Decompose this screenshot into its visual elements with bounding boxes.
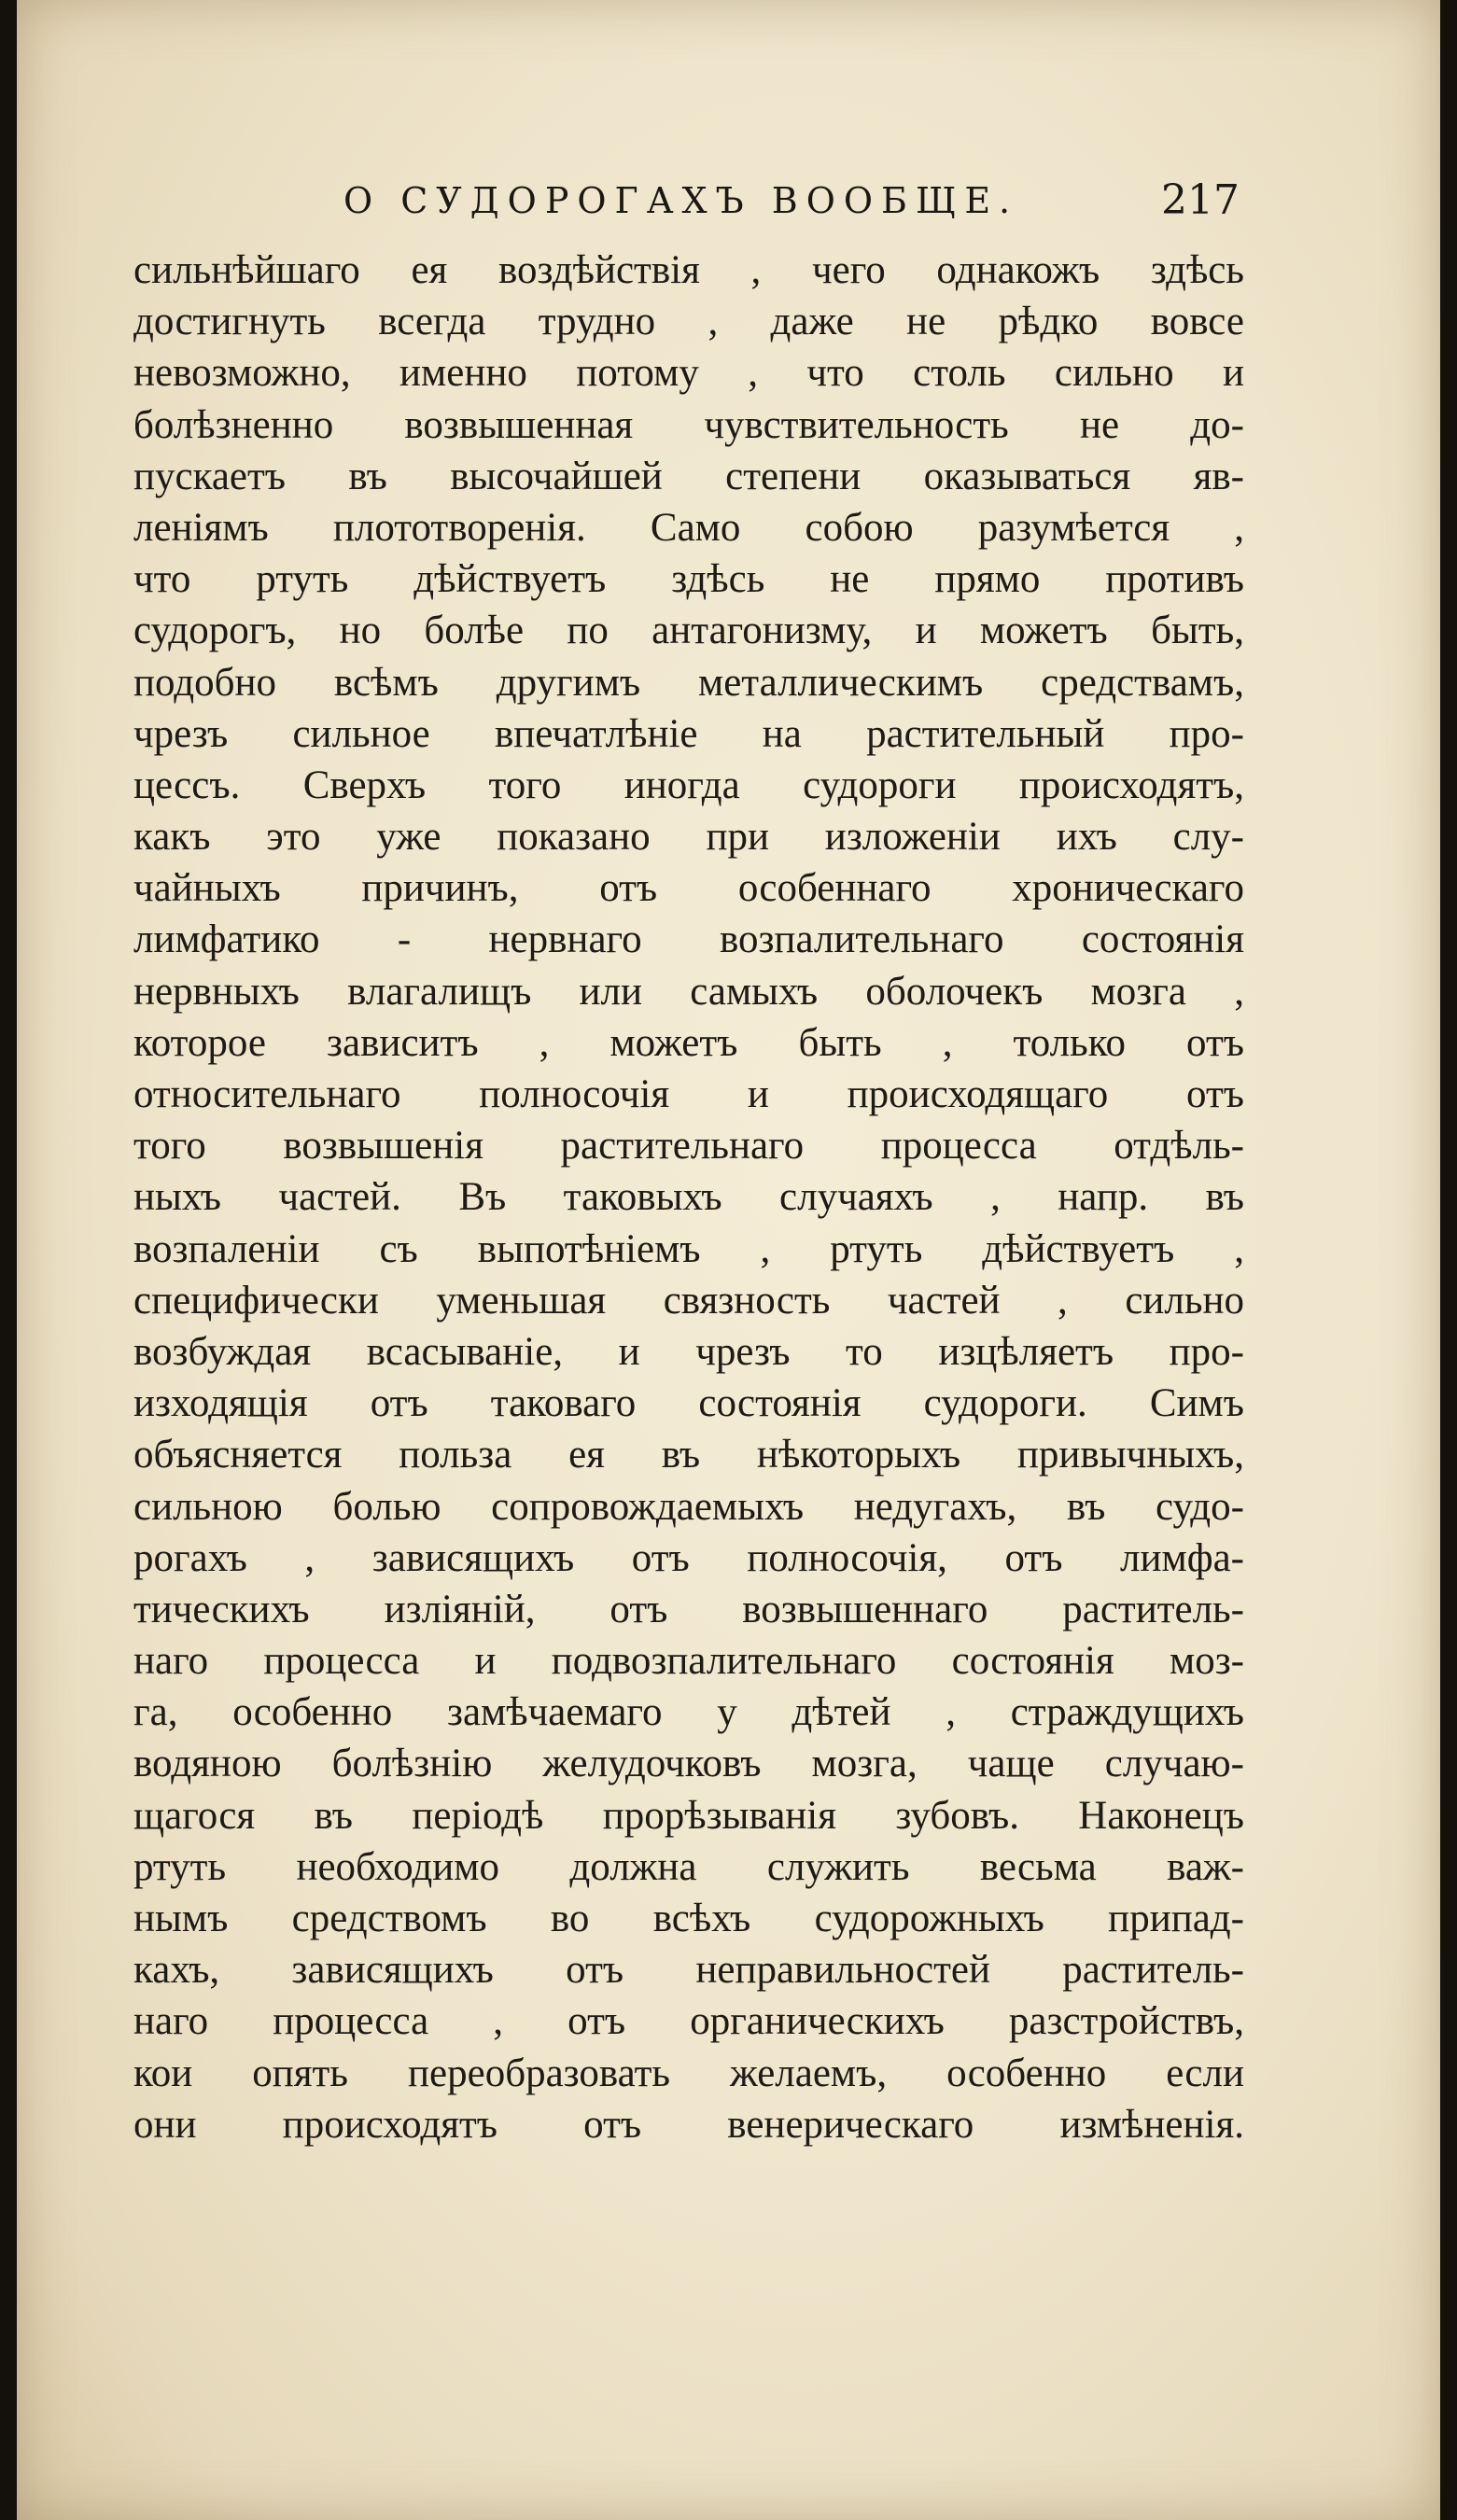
text-line: судорогъ, но болѣе по антагонизму, и можетъ быть, — [133, 609, 1244, 653]
book-page — [17, 0, 1440, 2520]
text-line: достигнуть всегда трудно , даже не рѣдко вовсе — [133, 300, 1244, 344]
text-line: сильною болью сопровождаемыхъ недугахъ, въ судо- — [133, 1484, 1244, 1529]
text-line: наго процесса и подвозпалительнаго состоянія моз- — [133, 1639, 1244, 1684]
text-line: они происходятъ отъ венерическаго измѣненія. — [133, 2102, 1244, 2147]
text-line: водяною болѣзнію желудочковъ мозга, чаще случаю- — [133, 1742, 1244, 1786]
text-line: сильнѣйшаго ея воздѣйствія , чего однакожъ здѣсь — [133, 248, 1244, 292]
text-line: что ртуть дѣйствуетъ здѣсь не прямо противъ — [133, 557, 1244, 602]
text-line: цессъ. Сверхъ того иногда судороги происходятъ, — [133, 763, 1244, 807]
page-number: 217 — [1161, 176, 1240, 224]
text-line: изходящія отъ таковаго состоянія судороги. Симъ — [133, 1381, 1244, 1426]
text-line: подобно всѣмъ другимъ металлическимъ средствамъ, — [133, 660, 1244, 705]
text-line: га, особенно замѣчаемаго у дѣтей , страждущихъ — [133, 1690, 1244, 1735]
text-line: относительнаго полносочія и происходящаго отъ — [133, 1072, 1244, 1116]
text-line: тическихъ изліяній, отъ возвышеннаго раститель- — [133, 1587, 1244, 1631]
text-line: объясняется польза ея въ нѣкоторыхъ привычныхъ, — [133, 1433, 1244, 1477]
running-title: О СУДОРОГАХЪ ВООБЩЕ. — [343, 180, 1019, 221]
text-line: невозможно, именно потому , что столь сильно и — [133, 351, 1244, 396]
text-line: какъ это уже показано при изложеніи ихъ слу- — [133, 815, 1244, 860]
text-line: специфически уменьшая связность частей , сильно — [133, 1278, 1244, 1323]
text-line: чрезъ сильное впечатлѣніе на растительный про- — [133, 711, 1244, 756]
page-header — [315, 173, 1240, 229]
text-line: ртуть необходимо должна служить весьма важ- — [133, 1844, 1244, 1889]
text-line: ныхъ частей. Въ таковыхъ случаяхъ , напр. въ — [133, 1175, 1244, 1220]
text-line: возпаленіи съ выпотѣніемъ , ртуть дѣйствуетъ , — [133, 1226, 1244, 1271]
text-line: нервныхъ влагалищъ или самыхъ оболочекъ мозга , — [133, 969, 1244, 1014]
text-line: рогахъ , зависящихъ отъ полносочія, отъ лимфа- — [133, 1535, 1244, 1580]
text-line: чайныхъ причинъ, отъ особеннаго хроническаго — [133, 866, 1244, 911]
text-line: леніямъ плототворенія. Само собою разумѣется , — [133, 505, 1244, 550]
text-line: нымъ средствомъ во всѣхъ судорожныхъ припад- — [133, 1897, 1244, 1940]
text-line: пускаетъ въ высочайшей степени оказываться яв- — [133, 454, 1244, 498]
text-line: лимфатико - нервнаго возпалительнаго состоянія — [133, 917, 1244, 962]
text-line: возбуждая всасываніе, и чрезъ то изцѣляетъ про- — [133, 1329, 1244, 1374]
text-line: щагося въ періодѣ прорѣзыванія зубовъ. Наконецъ — [133, 1793, 1244, 1838]
text-line: которое зависитъ , можетъ быть , только отъ — [133, 1020, 1244, 1065]
text-line: кахъ, зависящихъ отъ неправильностей раститель- — [133, 1948, 1244, 1993]
text-line: болѣзненно возвышенная чувствительность не до- — [133, 402, 1244, 447]
text-line: кои опять переобразовать желаемъ, особенно если — [133, 2051, 1244, 2095]
body-text — [133, 245, 1244, 2150]
text-line: наго процесса , отъ органическихъ разстройствъ, — [133, 1999, 1244, 2044]
text-line: того возвышенія растительнаго процесса отдѣль- — [133, 1124, 1244, 1169]
